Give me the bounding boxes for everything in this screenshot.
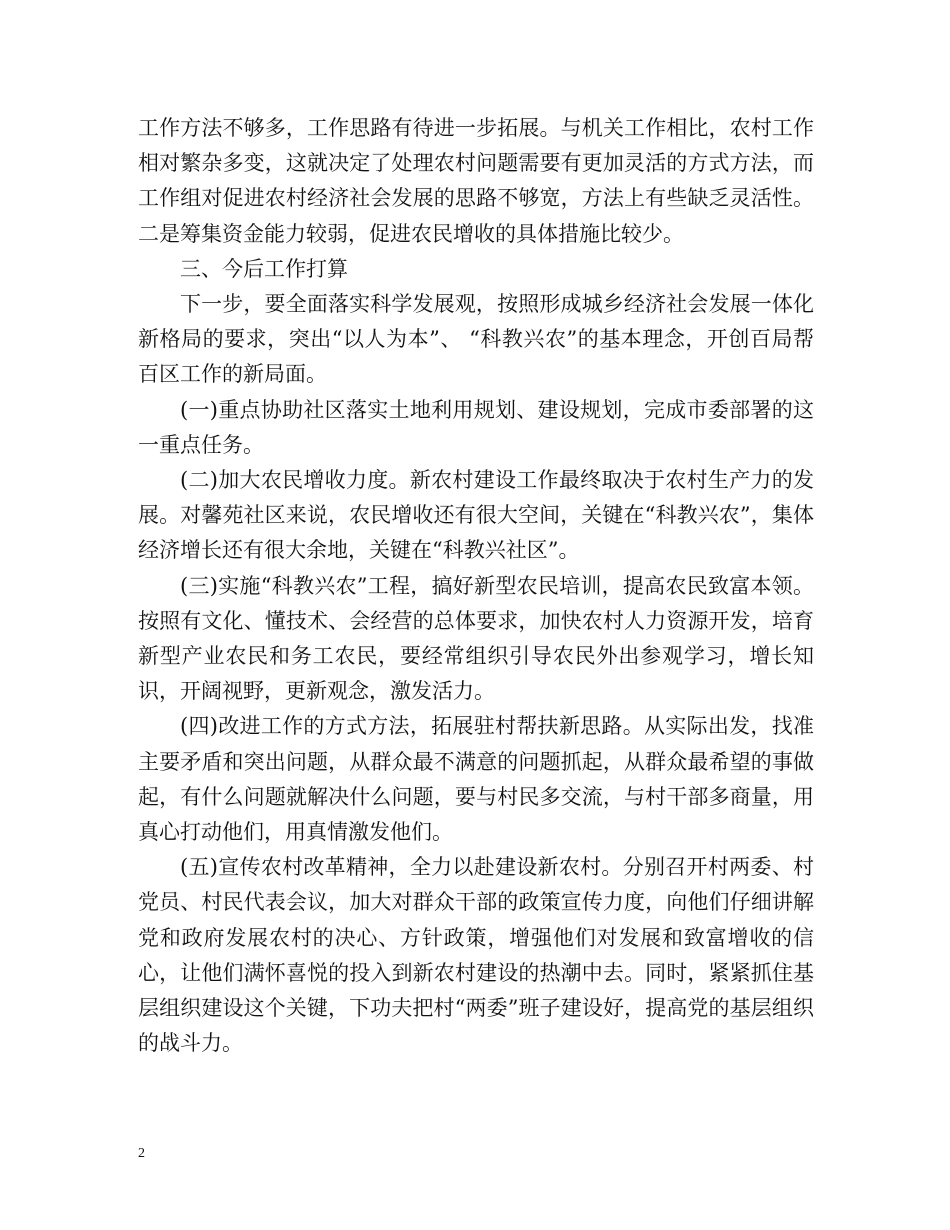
paragraph-item-3: (三)实施“科教兴农”工程，搞好新型农民培训，提高农民致富本领。按照有文化、懂技术、会经营的总体要求，加快农村人力资源开发，培育新型产业农民和务工农民，要经常组织引导农民外出参观学习，增长知识，开阔视野，更新观念，激发活力。	[138, 573, 814, 704]
paragraph-item-4: (四)改进工作的方式方法，拓展驻村帮扶新思路。从实际出发，找准主要矛盾和突出问题，从群众最不满意的问题抓起，从群众最希望的事做起，有什么问题就解决什么问题，要与村民多交流，与村干部多商量，用真心打动他们，用真情激发他们。	[138, 714, 814, 845]
paragraph-2: 下一步，要全面落实科学发展观，按照形成城乡经济社会发展一体化新格局的要求，突出“以人为本”、 “科教兴农”的基本理念，开创百局帮百区工作的新局面。	[138, 292, 814, 387]
section-heading: 三、今后工作打算	[180, 256, 348, 281]
page-number: 2	[138, 1146, 145, 1161]
paragraph-item-2: (二)加大农民增收力度。新农村建设工作最终取决于农村生产力的发展。对馨苑社区来说，农民增收还有很大空间，关键在“科教兴农”，集体经济增长还有很大余地，关键在“科教兴社区”。	[138, 468, 814, 563]
document-body	[138, 111, 814, 1061]
paragraph-item-5: (五)宣传农村改革精神，全力以赴建设新农村。分别召开村两委、村党员、村民代表会议，加大对群众干部的政策宣传力度，向他们仔细讲解党和政府发展农村的决心、方针政策，增强他们对发展和致富增收的信心，让他们满怀喜悦的投入到新农村建设的热潮中去。同时，紧紧抓住基层组织建设这个关键，下功夫把村“两委”班子建设好，提高党的基层组织的战斗力。	[138, 855, 814, 1056]
paragraph-1: 工作方法不够多，工作思路有待进一步拓展。与机关工作相比，农村工作相对繁杂多变，这就决定了处理农村问题需要有更加灵活的方式方法，而工作组对促进农村经济社会发展的思路不够宽，方法上有些缺乏灵活性。二是筹集资金能力较弱，促进农民增收的具体措施比较少。	[138, 116, 814, 246]
paragraph-item-1: (一)重点协助社区落实土地利用规划、建设规划，完成市委部署的这一重点任务。	[138, 397, 814, 457]
